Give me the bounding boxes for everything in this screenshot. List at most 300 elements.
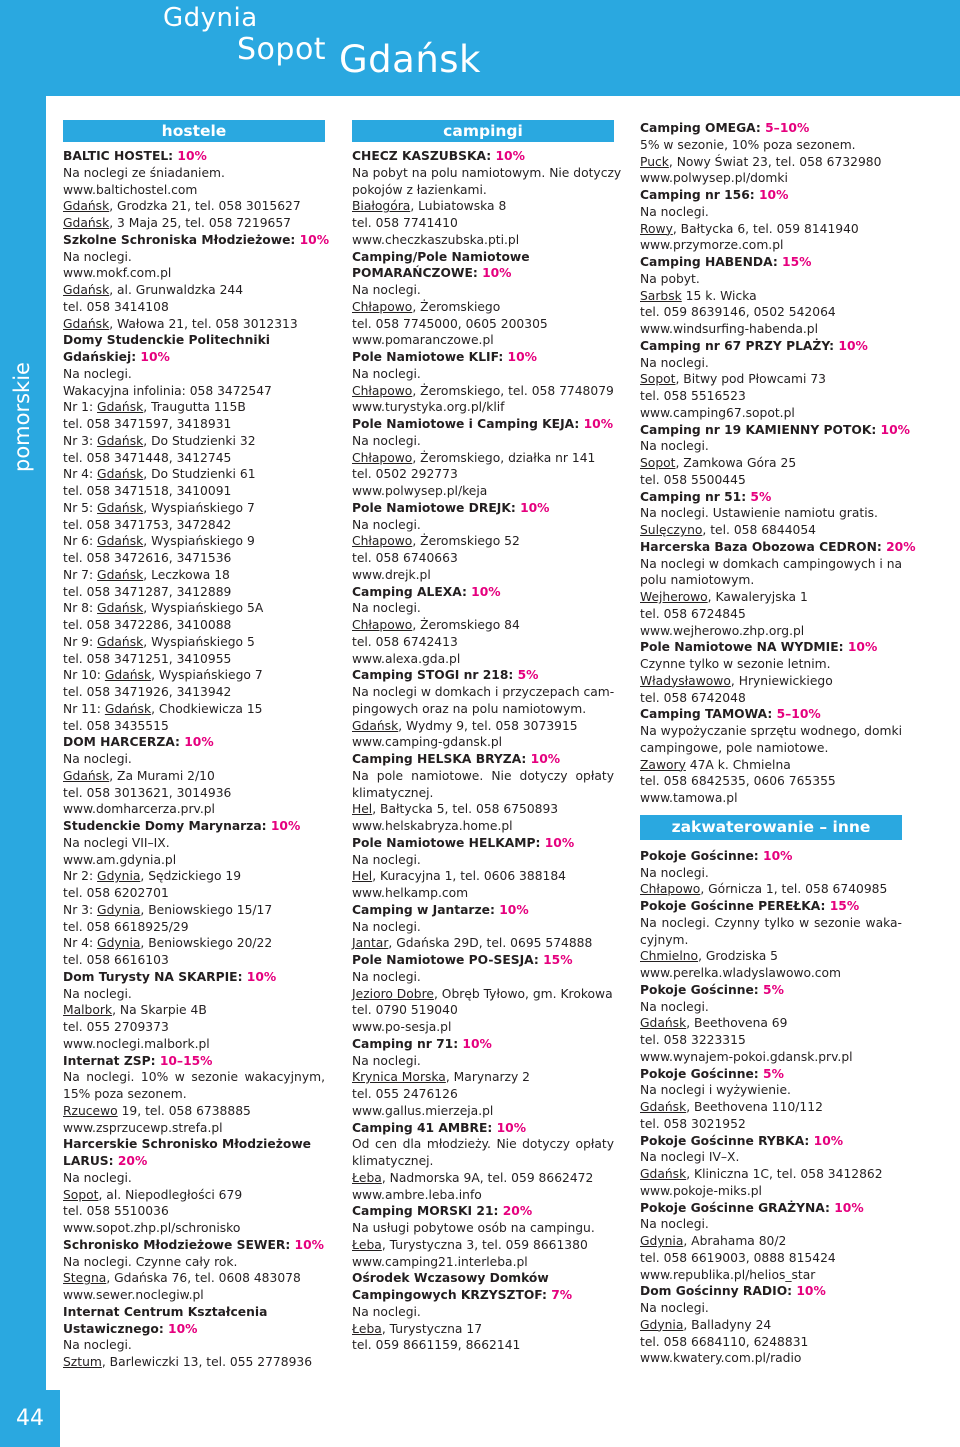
town-link[interactable]: Gdańsk — [97, 567, 144, 582]
entry-text: Camping MORSKI 21: — [352, 1204, 503, 1219]
entry-text: Na noclegi. 10% w sezonie wakacyjnym, — [63, 1070, 325, 1085]
entry-text: Nr 6: — [63, 534, 98, 549]
entry-text: Na noclegi. — [63, 986, 132, 1001]
entry-line — [352, 466, 614, 483]
entry-text: , Wałowa 21, tel. 058 3012313 — [109, 316, 298, 331]
entry-title — [352, 1120, 614, 1137]
entry-text: Wakacyjna infolinia: 058 3472547 — [63, 383, 272, 398]
discount-badge: 10% — [758, 188, 789, 202]
discount-badge: 10% — [499, 902, 529, 917]
entry-title — [63, 1237, 325, 1254]
town-link[interactable]: Gdańsk — [104, 701, 152, 716]
town-link[interactable]: Gdynia — [640, 1234, 684, 1248]
entry-text: polu namiotowym. — [640, 573, 755, 588]
entry-text: Nr 1: — [63, 400, 98, 415]
entry-title — [63, 969, 325, 986]
entry-text: Nr 8: — [63, 601, 98, 616]
entry-text: Na noclegi. — [352, 517, 421, 532]
entry-title — [640, 489, 902, 506]
entry-text: www.helkamp.com — [352, 886, 469, 900]
entry-line — [63, 399, 325, 416]
discount-badge: 10% — [462, 1036, 492, 1051]
entry-text: Na noclegi. — [63, 752, 132, 766]
entry-line — [352, 517, 614, 534]
entry-title — [640, 639, 902, 656]
entry-line — [640, 757, 902, 774]
entry-title — [640, 187, 902, 204]
entry-text: Harcerska Baza Obozowa CEDRON: — [640, 539, 887, 554]
entry-text: , 3 Maja 25, tel. 058 7219657 — [109, 216, 291, 230]
entry-text: tel. 058 5500445 — [640, 472, 746, 487]
entry-line — [352, 332, 614, 349]
entry-text: , Gdańska 76, tel. 0608 483078 — [106, 1271, 301, 1286]
entry-line — [63, 1337, 325, 1354]
entry-text: www.camping67.sopot.pl — [640, 405, 795, 420]
town-link[interactable]: Chłapowo — [352, 534, 413, 549]
entry-text: Na noclegi VII–IX. — [63, 835, 170, 850]
entry-line — [640, 773, 902, 790]
discount-badge: 10% — [530, 752, 561, 766]
town-link[interactable]: Sarbsk — [640, 288, 682, 303]
entry-text: www.polwysep.pl/keja — [352, 484, 488, 498]
entry-line — [640, 932, 902, 949]
town-link[interactable]: Gdańsk — [97, 634, 144, 649]
town-link[interactable]: Gdynia — [97, 902, 141, 917]
discount-badge: 15% — [782, 255, 812, 269]
discount-badge: 10% — [813, 1133, 844, 1148]
entry-text: , Barlewiczki 13, tel. 055 2778936 — [101, 1355, 313, 1369]
town-link[interactable]: Zawory — [640, 757, 686, 772]
entry-text: Na noclegi. — [352, 433, 421, 448]
entry-text: 19, tel. 058 6738885 — [117, 1103, 251, 1118]
entry-text: www.camping-gdansk.pl — [352, 735, 503, 750]
town-link[interactable]: Chmielno — [640, 949, 699, 964]
entry-text: Na noclegi. — [640, 355, 709, 370]
entry-text: Na noclegi. — [63, 1338, 132, 1353]
entry-title — [640, 254, 902, 271]
side-bar — [0, 96, 46, 1447]
entry-text: tel. 058 3471597, 3418931 — [63, 417, 232, 431]
entry-text: Nr 11: — [63, 701, 105, 716]
entry-line — [63, 282, 325, 299]
column-campingi — [352, 120, 622, 1354]
entry-line — [63, 249, 325, 266]
section-header: hostele — [63, 120, 325, 142]
entry-text: Pokoje Gościnne GRAŻYNA: — [640, 1200, 835, 1215]
entry-text: Nr 4: — [63, 936, 98, 951]
entry-title — [640, 120, 902, 137]
town-link[interactable]: Gdańsk — [63, 283, 110, 297]
entry-text: , Kliniczna 1C, tel. 058 3412862 — [686, 1167, 883, 1181]
entry-text: Camping ALEXA: — [352, 584, 472, 599]
entry-text: , Żeromskiego 84 — [412, 618, 520, 632]
town-link[interactable]: Gdańsk — [97, 433, 144, 448]
entry-line — [63, 198, 325, 215]
entry-text: POMARAŃCZOWE: — [352, 266, 483, 281]
entry-text: Pole Namiotowe DREJK: — [352, 500, 521, 515]
entry-line — [352, 1103, 614, 1120]
entry-text: , Balladyny 24 — [683, 1317, 772, 1332]
entry-text: Na noclegi. — [63, 366, 132, 381]
entry-line — [640, 915, 902, 932]
entry-line — [640, 606, 902, 623]
entry-line — [63, 684, 325, 701]
region-label: pomorskie — [10, 362, 34, 472]
entry-text: Na noclegi. — [63, 1170, 132, 1185]
entry-line — [63, 868, 325, 885]
entry-line — [63, 835, 325, 852]
entry-text: Pokoje Gościnne: — [640, 848, 764, 863]
entry-title — [640, 848, 902, 865]
entry-text: 5% w sezonie, 10% poza sezonem. — [640, 137, 856, 152]
entry-text: tel. 058 6742048 — [640, 690, 746, 705]
entry-text: Pokoje Gościnne: — [640, 982, 764, 997]
entry-text: www.ambre.leba.info — [352, 1187, 482, 1202]
entry-text: Studenckie Domy Marynarza: — [63, 819, 271, 833]
entry-text: Pokoje Gościnne RYBKA: — [640, 1133, 814, 1148]
entry-text: tel. 058 3414108 — [63, 299, 169, 314]
entry-text: , Leczkowa 18 — [143, 567, 230, 582]
entry-line — [352, 1337, 614, 1354]
entry-line — [63, 1086, 325, 1103]
discount-badge: 10% — [471, 584, 501, 599]
entry-text: www.noclegi.malbork.pl — [63, 1036, 210, 1051]
town-link[interactable]: Hel — [352, 869, 373, 884]
entry-line — [63, 701, 325, 718]
entry-line — [640, 237, 902, 254]
entry-text: Camping HELSKA BRYZA: — [352, 752, 531, 766]
town-link[interactable]: Chłapowo — [352, 299, 413, 314]
entry-text: Camping nr 67 PRZY PLAŻY: — [640, 338, 839, 353]
discount-badge: 7% — [551, 1288, 573, 1302]
entry-text: tel. 058 3223315 — [640, 1033, 746, 1047]
entry-text: Na noclegi. — [640, 1217, 709, 1232]
entry-line — [352, 316, 614, 333]
entry-line — [640, 881, 902, 898]
entry-line — [640, 865, 902, 882]
town-link[interactable]: Puck — [640, 154, 669, 169]
entry-line — [352, 785, 614, 802]
discount-badge: 10% — [796, 1284, 826, 1299]
entry-text: www.wynajem-pokoi.gdansk.prv.pl — [640, 1049, 853, 1064]
town-link[interactable]: Gdynia — [640, 1317, 684, 1332]
town-link[interactable]: Gdańsk — [97, 601, 144, 616]
entry-text: www.sopot.zhp.pl/schronisko — [63, 1221, 241, 1235]
town-link[interactable]: Sopot — [63, 1187, 99, 1202]
entry-title — [63, 1053, 325, 1070]
entry-text: , Wyspiańskiego 7 — [151, 668, 263, 683]
entry-text: Ustawicznego: — [63, 1321, 169, 1336]
entry-line — [352, 634, 614, 651]
town-link[interactable]: Jezioro Dobre — [352, 986, 434, 1001]
entry-text: pingowych oraz na polu namiotowym. — [352, 701, 587, 716]
entry-title — [640, 1283, 902, 1300]
discount-badge: 10% — [520, 500, 550, 515]
entry-title — [352, 584, 614, 601]
entry-text: Pole Namiotowe NA WYDMIE: — [640, 640, 848, 655]
entry-text: Na wypożyczanie sprzętu wodnego, domki — [640, 724, 903, 738]
entry-line — [63, 919, 325, 936]
entry-text: Na noclegi w domkach i przyczepach cam- — [352, 685, 615, 699]
entry-text: , Traugutta 115B — [143, 400, 246, 415]
entry-text: www.po-sesja.pl — [352, 1020, 452, 1034]
entry-text: Na noclegi. — [352, 1053, 421, 1068]
entry-line — [63, 584, 325, 601]
entry-line — [63, 466, 325, 483]
entry-line — [640, 271, 902, 288]
entry-line — [63, 517, 325, 534]
entry-text: tel. 058 3471251, 3410955 — [63, 651, 232, 666]
town-link[interactable]: Chłapowo — [352, 383, 413, 398]
town-link[interactable]: Gdańsk — [63, 216, 110, 230]
entry-text: tel. 0502 292773 — [352, 467, 458, 482]
entry-line — [63, 751, 325, 768]
town-link[interactable]: Gdańsk — [97, 467, 144, 482]
entry-text: 47A k. Chmielna — [685, 757, 791, 772]
entry-text: 15 k. Wicka — [681, 288, 757, 303]
entry-text: Na noclegi. Czynny tylko w sezonie waka- — [640, 915, 902, 930]
entry-line — [352, 550, 614, 567]
entry-line — [640, 154, 902, 171]
entry-line — [63, 617, 325, 634]
entry-text: , tel. 058 6844054 — [702, 523, 816, 537]
entry-text: tel. 058 3021952 — [640, 1116, 746, 1131]
entry-line — [63, 1287, 325, 1304]
entry-line — [352, 1237, 614, 1254]
entry-text: Na noclegi. Ustawienie namiotu gratis. — [640, 506, 878, 521]
entry-title — [352, 667, 614, 684]
entry-text: Camping w Jantarze: — [352, 902, 500, 917]
entry-text: www.pomaranczowe.pl — [352, 333, 494, 348]
town-link[interactable]: Chłapowo — [640, 882, 701, 897]
entry-text: Nr 10: — [63, 668, 105, 683]
entry-line — [63, 634, 325, 651]
entry-text: , Lubiatowska 8 — [410, 199, 507, 214]
entry-text: Na pole namiotowe. Nie dotyczy opłaty — [352, 768, 614, 783]
entry-line — [640, 137, 902, 154]
entry-line — [63, 902, 325, 919]
entry-line — [640, 623, 902, 640]
entry-line — [63, 383, 325, 400]
entry-text: Na noclegi. — [352, 919, 421, 934]
entry-line — [63, 1120, 325, 1137]
town-link[interactable]: Władysławowo — [640, 673, 731, 688]
entry-line — [352, 684, 614, 701]
entry-line — [640, 1015, 902, 1032]
entry-text: campingowe, pole namiotowe. — [640, 740, 829, 755]
entry-line — [352, 1136, 614, 1153]
entry-line — [352, 1153, 614, 1170]
entry-title — [352, 1287, 614, 1304]
header-city-gdynia: Gdynia — [163, 3, 258, 33]
entry-line — [352, 1086, 614, 1103]
entry-line — [63, 885, 325, 902]
entry-text: pokojów z łazienkami. — [352, 182, 487, 197]
entry-line — [63, 1170, 325, 1187]
town-link[interactable]: Białogóra — [352, 199, 411, 214]
town-link[interactable]: Sztum — [63, 1355, 102, 1369]
entry-text: Na noclegi. — [640, 204, 709, 219]
entry-title — [640, 982, 902, 999]
town-link[interactable]: Hel — [352, 802, 373, 817]
entry-line — [640, 1317, 902, 1334]
entry-line — [63, 935, 325, 952]
discount-badge: 15% — [543, 953, 573, 967]
town-link[interactable]: Łeba — [352, 1170, 382, 1185]
entry-title — [640, 1133, 902, 1150]
town-link[interactable]: Gdynia — [97, 869, 141, 884]
entry-text: tel. 058 6842535, 0606 765355 — [640, 774, 836, 789]
entry-text: www.gallus.mierzeja.pl — [352, 1103, 494, 1118]
town-link[interactable]: Gdańsk — [97, 500, 144, 515]
entry-line — [352, 768, 614, 785]
entry-line — [352, 818, 614, 835]
entry-line — [63, 651, 325, 668]
entry-text: , Beethovena 69 — [686, 1016, 788, 1031]
town-link[interactable]: Gdańsk — [352, 718, 399, 733]
entry-text: Camping STOGI nr 218: — [352, 668, 518, 683]
town-link[interactable]: Gdańsk — [63, 199, 110, 214]
entry-text: Camping TAMOWA: — [640, 707, 777, 722]
town-link[interactable]: Gdynia — [97, 936, 141, 951]
entry-text: , Grodzka 21, tel. 058 3015627 — [109, 199, 301, 214]
entry-text: klimatycznej. — [352, 1154, 434, 1168]
entry-text: tel. 058 3471753, 3472842 — [63, 517, 232, 532]
entry-text: Na noclegi. — [352, 601, 421, 616]
entry-line — [63, 182, 325, 199]
entry-text: Gdańskiej: — [63, 350, 141, 364]
entry-text: Pokoje Gościnne PEREŁKA: — [640, 899, 830, 913]
town-link[interactable]: Łeba — [352, 1321, 382, 1336]
town-link[interactable]: Sulęczyno — [640, 523, 703, 537]
discount-badge: 5% — [517, 668, 539, 683]
entry-line — [352, 483, 614, 500]
entry-text: tel. 0790 519040 — [352, 1003, 458, 1018]
entry-text: Na noclegi. — [640, 865, 709, 880]
discount-badge: 5–10% — [776, 707, 821, 722]
entry-text: BALTIC HOSTEL: — [63, 149, 178, 163]
discount-badge: 10% — [140, 350, 170, 364]
entry-text: tel. 058 5510036 — [63, 1204, 169, 1219]
entry-line — [640, 1267, 902, 1284]
entry-title — [640, 706, 902, 723]
town-link[interactable]: Rowy — [640, 221, 673, 236]
town-link[interactable]: Gdańsk — [104, 668, 152, 683]
discount-badge: 10% — [482, 266, 512, 281]
entry-line — [352, 969, 614, 986]
entry-line — [63, 1103, 325, 1120]
entry-text: Internat ZSP: — [63, 1053, 160, 1068]
town-link[interactable]: Krynica Morska — [352, 1070, 446, 1085]
entry-line — [63, 600, 325, 617]
entry-line — [63, 1036, 325, 1053]
town-link[interactable]: Gdańsk — [640, 1016, 687, 1031]
entry-line — [63, 952, 325, 969]
entry-line — [640, 1250, 902, 1267]
town-link[interactable]: Jantar — [352, 936, 389, 951]
entry-line — [63, 986, 325, 1003]
town-link[interactable]: Gdańsk — [640, 1167, 687, 1181]
entry-text: www.turystyka.org.pl/klif — [352, 400, 505, 415]
town-link[interactable]: Łeba — [352, 1237, 382, 1252]
entry-title — [352, 265, 614, 282]
entry-line — [63, 215, 325, 232]
entry-line — [640, 405, 902, 422]
entry-line — [640, 1334, 902, 1351]
entry-line — [640, 1116, 902, 1133]
town-link[interactable]: Gdańsk — [640, 1100, 687, 1114]
entry-text: Na noclegi. — [63, 249, 132, 264]
discount-badge: 10% — [507, 350, 537, 364]
town-link[interactable]: Stegna — [63, 1271, 107, 1286]
town-link[interactable]: Sopot — [640, 456, 676, 470]
header-city-gdansk: Gdańsk — [339, 38, 481, 81]
entry-line — [640, 321, 902, 338]
town-link[interactable]: Sopot — [640, 372, 676, 387]
entry-text: www.camping21.interleba.pl — [352, 1254, 528, 1269]
discount-badge: 10% — [495, 149, 525, 163]
town-link[interactable]: Gdańsk — [97, 400, 144, 415]
entry-title — [63, 1136, 325, 1153]
entry-title — [352, 148, 614, 165]
entry-line — [63, 1203, 325, 1220]
entry-text: tel. 058 6619003, 0888 815424 — [640, 1250, 836, 1265]
town-link[interactable]: Gdańsk — [97, 534, 144, 549]
discount-badge: 20% — [117, 1154, 148, 1168]
town-link[interactable]: Rzucewo — [63, 1103, 118, 1118]
discount-badge: 10% — [880, 422, 910, 437]
entry-line — [63, 550, 325, 567]
entry-text: Na noclegi. — [352, 852, 421, 867]
discount-badge: 10% — [763, 848, 793, 863]
entry-text: Pokoje Gościnne: — [640, 1066, 764, 1081]
entry-text: , Grodziska 5 — [698, 949, 778, 964]
town-link[interactable]: Chłapowo — [352, 450, 413, 465]
entry-line — [352, 282, 614, 299]
entry-text: Nr 3: — [63, 433, 98, 448]
entry-text: , Górnicza 1, tel. 058 6740985 — [700, 882, 888, 897]
entry-title — [640, 1200, 902, 1217]
town-link[interactable]: Gdańsk — [63, 316, 110, 331]
entry-title — [352, 902, 614, 919]
entry-text: Na noclegi. — [640, 439, 709, 454]
town-link[interactable]: Wejherowo — [640, 590, 708, 604]
entry-text: CHECZ KASZUBSKA: — [352, 149, 496, 163]
entry-text: , Sędzickiego 19 — [140, 869, 242, 884]
entry-text: tel. 059 8661159, 8662141 — [352, 1338, 521, 1353]
entry-text: , Beniowskiego 20/22 — [140, 936, 273, 951]
entry-text: www.drejk.pl — [352, 567, 431, 582]
entry-title — [352, 751, 614, 768]
entry-text: , Beethovena 110/112 — [686, 1100, 823, 1114]
entry-line — [640, 1032, 902, 1049]
entry-line — [640, 999, 902, 1016]
entry-text: Na noclegi. — [640, 1301, 709, 1315]
entry-line — [63, 316, 325, 333]
town-link[interactable]: Chłapowo — [352, 618, 413, 632]
entry-text: Camping HABENDA: — [640, 255, 783, 269]
entry-text: , Kuracyjna 1, tel. 0606 388184 — [372, 869, 566, 884]
town-link[interactable]: Malbork — [63, 1003, 113, 1018]
entry-text: Na noclegi. — [352, 366, 421, 381]
entry-line — [640, 355, 902, 372]
entry-line — [352, 1304, 614, 1321]
entry-title — [63, 818, 325, 835]
entry-text: , Na Skarpie 4B — [112, 1003, 207, 1018]
entry-line — [352, 1220, 614, 1237]
town-link[interactable]: Gdańsk — [63, 768, 110, 783]
entry-line — [63, 500, 325, 517]
